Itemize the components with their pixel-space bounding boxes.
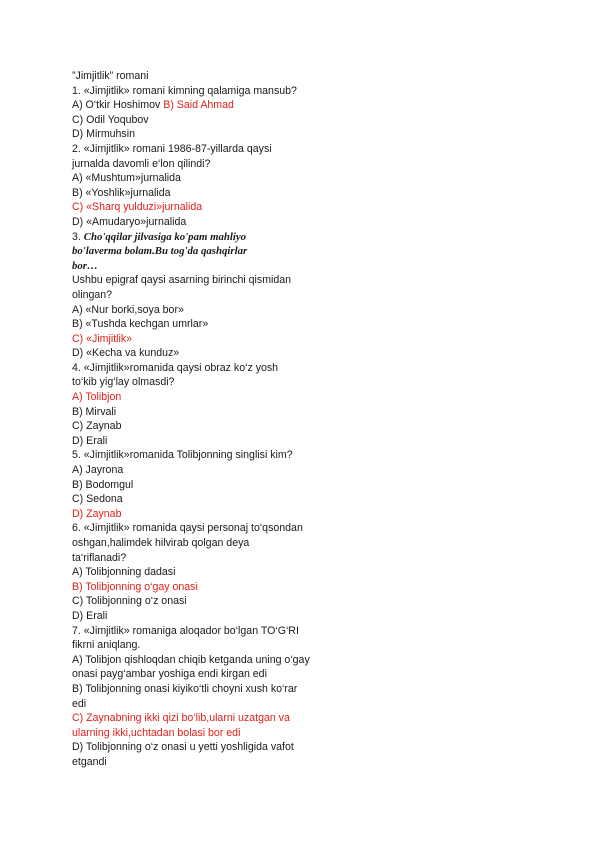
option-d: D) Erali (72, 434, 108, 447)
option-a-cont: onasi payg‘ambar yoshiga endi kirgan edi (72, 668, 267, 681)
option-c: C) Tolibjonning o‘z onasi (72, 595, 187, 608)
option-b: B) «Yoshlik»jurnalida (72, 186, 171, 199)
question-6-cont: ta‘riflanadi? (72, 551, 127, 564)
question-3-cont: olingan? (72, 288, 113, 301)
option-d: D) «Amudaryo»jurnalida (72, 215, 187, 228)
question-3-epigraph (72, 230, 552, 245)
question-6: 6. «Jimjitlik» romanida qaysi personaj to‘qsondan (72, 522, 303, 535)
question-7: 7. «Jimjitlik» romaniga aloqador bo‘lgan TO‘G‘RI (72, 624, 299, 637)
option-c: C) Sedona (72, 493, 123, 506)
correct-answer: C) «Jimjitlik» (72, 332, 133, 345)
option-a: A) «Nur borki,soya bor» (72, 303, 184, 316)
correct-answer: C) «Sharq yulduzi»jurnalida (72, 201, 203, 214)
epigraph-line: bo'laverma bolam.Bu tog'da qashqirlar (72, 245, 248, 258)
option-d: D) Mirmuhsin (72, 128, 135, 141)
option-b: B) Bodomgul (72, 478, 134, 491)
option-d: D) Tolibjonning o‘z onasi u yetti yoshligida vafot (72, 741, 294, 754)
question-number: 3. (72, 230, 81, 243)
question-5: 5. «Jimjitlik»romanida Tolibjonning singlisi kim? (72, 449, 293, 462)
question-2: 2. «Jimjitlik» romani 1986-87-yillarda qaysi (72, 142, 272, 155)
option-d: D) Erali (72, 609, 108, 622)
option-d: D) «Kecha va kunduz» (72, 347, 180, 360)
epigraph-line: Cho'qqilar jilvasiga ko'pam mahliyo (83, 230, 247, 243)
option-a: A) O‘tkir Hoshimov (72, 99, 161, 112)
correct-answer: D) Zaynab (72, 507, 122, 520)
question-4: 4. «Jimjitlik»romanida qaysi obraz ko‘z yosh (72, 361, 279, 374)
document-title: ”Jimjitlik” romani (72, 70, 149, 82)
option-a: A) Jayrona (72, 464, 124, 477)
option-a: A) Tolibjonning dadasi (72, 566, 176, 579)
question-3: Ushbu epigraf qaysi asarning birinchi qismidan (72, 274, 292, 287)
option-d-cont: etgandi (72, 755, 107, 768)
option-b: B) Mirvali (72, 405, 117, 418)
option-c: C) Odil Yoqubov (72, 113, 149, 126)
option-a: A) Tolibjon qishloqdan chiqib ketganda uning o‘gay (72, 653, 310, 666)
correct-answer: A) Tolibjon (72, 391, 122, 404)
quiz-content (72, 69, 552, 770)
option-b: B) Tolibjonning onasi kiyiko‘tli choyni xush ko‘rar (72, 682, 298, 695)
correct-answer: C) Zaynabning ikki qizi bo‘lib,ularni uzatgan va (72, 712, 290, 725)
correct-answer: B) Said Ahmad (163, 99, 234, 112)
option-b: B) «Tushda kechgan umrlar» (72, 318, 209, 331)
question-4-cont: to‘kib yig‘lay olmasdi? (72, 376, 175, 389)
question-2-cont: jurnalda davomli e‘lon qilindi? (72, 157, 211, 170)
question-1-options-ab (72, 98, 552, 113)
option-a: A) «Mushtum»jurnalida (72, 172, 181, 185)
question-6-cont: oshgan,halimdek hilvirab qolgan deya (72, 537, 250, 549)
epigraph-line: bor… (72, 259, 98, 272)
option-b-cont: edi (72, 697, 87, 710)
correct-answer: B) Tolibjonning o‘gay onasi (72, 580, 198, 593)
question-7-cont: fikrni aniqlang. (72, 639, 141, 652)
correct-answer-cont: ularning ikki,uchtadan bolasi bor edi (72, 726, 241, 739)
option-c: C) Zaynab (72, 420, 122, 433)
question-1: 1. «Jimjitlik» romani kimning qalamiga mansub? (72, 84, 297, 97)
